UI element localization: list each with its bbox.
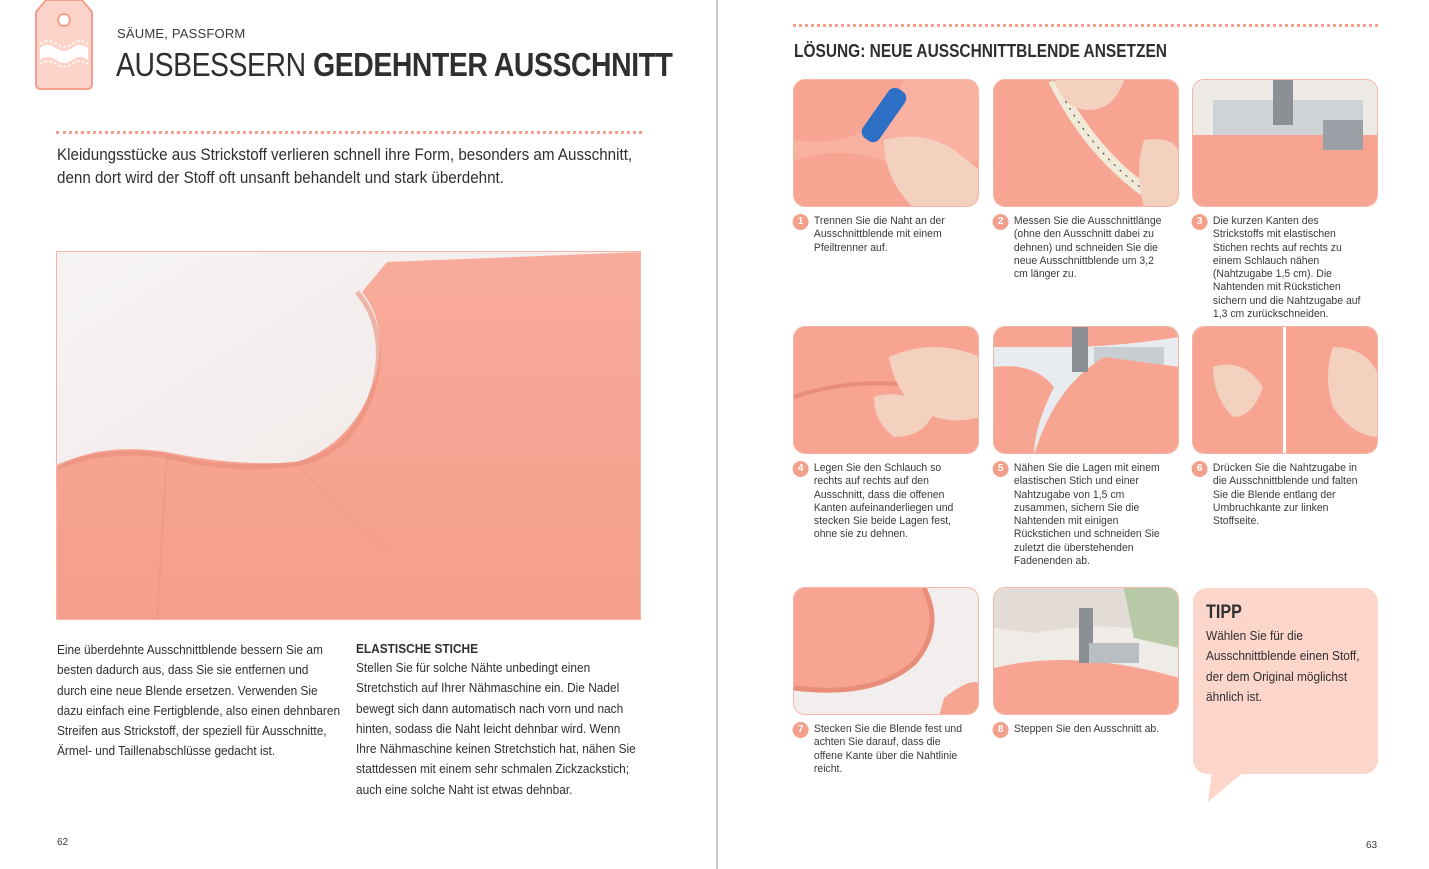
page-number-left: 62 (57, 837, 69, 848)
solution-heading: NEUE AUSSCHNITTBLENDE ANSETZEN (865, 41, 1167, 61)
section-kicker: SÄUME, PASSFORM (117, 26, 246, 41)
step-6-text: Drücken Sie die Nahtzugabe in die Ausschnittblende und falten Sie die Blende entlang der Umbruchkante zur linken Stoffseite. (1212, 462, 1358, 528)
step-3-text: Die kurzen Kanten des Strickstoffs mit elastischen Stichen rechts auf rechts zu einem Schlauch nähen (Nahtzugabe 1,5 cm). Die Nahtenden mit Rückstichen sichern und die Nahtzugabe auf 1,3 cm zurückschneiden. (1212, 215, 1361, 321)
sidebar-heading: ELASTISCHE STICHE (356, 641, 479, 656)
hang-tag-icon (30, 0, 98, 92)
step-8-number: 8 (993, 722, 1009, 738)
step-6-number: 6 (1192, 461, 1208, 477)
body-text-column-1: Eine überdehnte Ausschnittblende bessern Sie am besten dadurch aus, dass Sie sie entfernen und durch eine neue Blende ersetzen. Verwenden Sie dazu einfach eine Fertigblende, also einen dehnbaren Streifen aus Strickstoff, der speziell für Ausschnitte, Ärmel- und Taillenabschlüsse gedacht ist. (57, 642, 341, 759)
dotted-divider-right (793, 24, 1378, 27)
step-6 (1192, 326, 1378, 528)
right-page (718, 0, 1429, 869)
step-4-number: 4 (793, 461, 809, 477)
step-4 (793, 326, 979, 542)
step-1 (793, 79, 979, 255)
step-8-text: Steppen Sie den Ausschnitt ab. (1013, 723, 1160, 735)
step-8-photo (993, 587, 1179, 715)
step-3-photo (1192, 79, 1378, 207)
step-1-number: 1 (793, 214, 809, 230)
step-7-number: 7 (793, 722, 809, 738)
hero-photo-sweater-neckline (56, 251, 641, 620)
page-title (116, 46, 672, 84)
step-2-number: 2 (993, 214, 1009, 230)
solution-label: LÖSUNG: (794, 41, 866, 61)
sidebar-text: Stellen Sie für solche Nähte unbedingt einen Stretchstich auf Ihrer Nähmaschine ein. Die Nadel bewegt sich dann automatisch nach vorn und nach hinten, sodass die Naht leicht dehnbar wird. Wenn Ihre Nähmaschine keinen Stretchstich hat, nähen Sie stattdessen mit einem sehr schmalen Zickzackstich; auch eine solche Naht ist etwas dehnbar. (356, 660, 636, 797)
tip-title: TIPP (1206, 602, 1242, 623)
step-7 (793, 587, 979, 776)
step-7-photo (793, 587, 979, 715)
body-text-column-2 (356, 640, 640, 800)
step-5-photo (993, 326, 1179, 454)
intro-text: Kleidungsstücke aus Strickstoff verlieren schnell ihre Form, besonders am Ausschnitt, denn dort wird der Stoff oft unsanft behandelt und stark überdehnt. (57, 146, 633, 187)
step-2-text: Messen Sie die Ausschnittlänge (ohne den Ausschnitt dabei zu dehnen) und schneiden Sie die neue Ausschnittblende um 3,2 cm länger zu. (1013, 215, 1162, 281)
tip-box (1193, 588, 1378, 774)
solution-title (794, 41, 1167, 62)
step-1-photo (793, 79, 979, 207)
title-light: AUSBESSERN (116, 46, 314, 83)
step-7-text: Stecken Sie die Blende fest und achten Sie darauf, dass die offene Kante über die Nahtlinie reicht. (813, 723, 963, 775)
step-3 (1192, 79, 1378, 321)
step-4-photo (793, 326, 979, 454)
step-6-photo (1192, 326, 1378, 454)
step-4-text: Legen Sie den Schlauch so rechts auf rechts auf den Ausschnitt, dass die offenen Kanten aufeinanderliegen und stecken Sie beide Lagen fest, ohne sie zu dehnen. (813, 462, 954, 541)
step-5-number: 5 (993, 461, 1009, 477)
step-5-text: Nähen Sie die Lagen mit einem elastischen Stich und einer Nahtzugabe von 1,5 cm zusammen, sichern Sie die Nahtenden mit einigen Rückstichen und schneiden Sie zuletzt die überstehenden Fadenenden ab. (1013, 462, 1160, 568)
page-number-right: 63 (1366, 840, 1378, 851)
step-2 (993, 79, 1179, 281)
tip-text: Wählen Sie für die Ausschnittblende einen Stoff, der dem Original möglichst ähnlich ist. (1206, 628, 1360, 704)
dotted-divider (56, 131, 642, 134)
step-8 (993, 587, 1179, 736)
step-2-photo (993, 79, 1179, 207)
title-bold: GEDEHNTER AUSSCHNITT (313, 46, 673, 83)
sweater-illustration (57, 252, 641, 620)
step-1-text: Trennen Sie die Naht an der Ausschnittblende mit einem Pfeiltrenner auf. (813, 215, 945, 254)
speech-bubble-tail (1208, 770, 1246, 802)
step-3-number: 3 (1192, 214, 1208, 230)
step-5 (993, 326, 1179, 568)
